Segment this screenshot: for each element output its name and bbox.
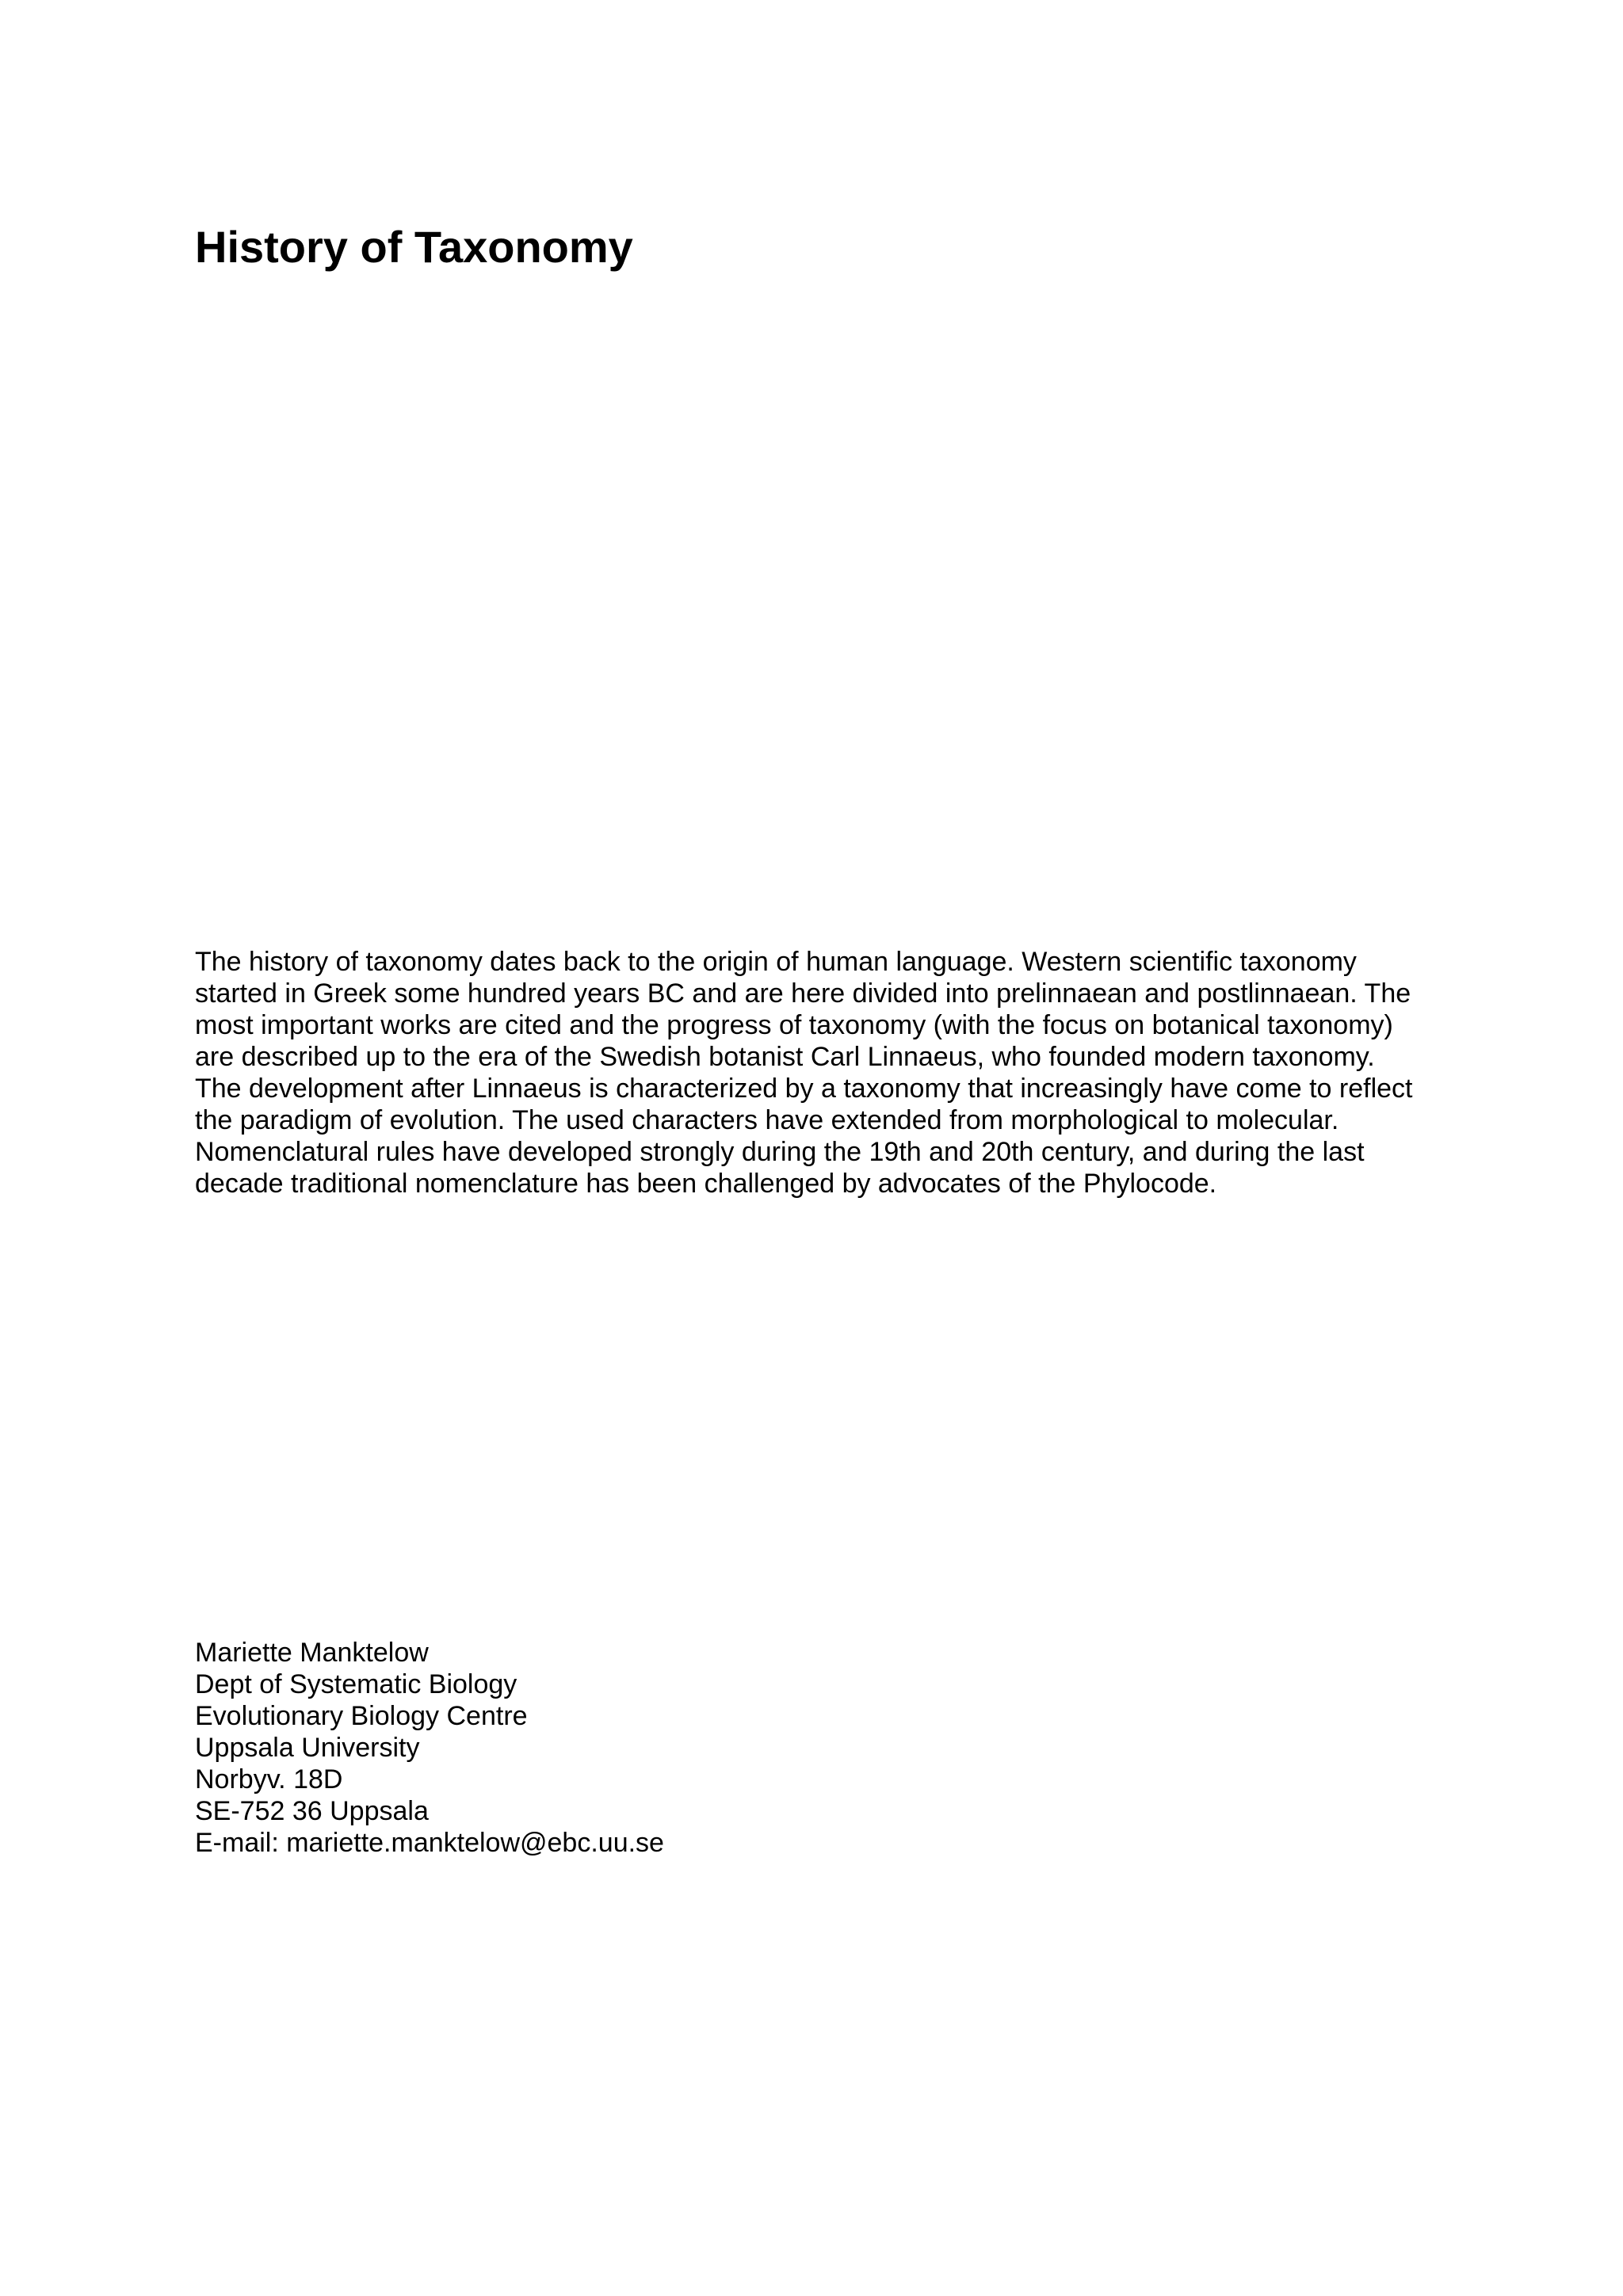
abstract-line: The development after Linnaeus is characterized by a taxonomy that increasingly have come to reflect <box>195 1074 1413 1104</box>
author-contact-block <box>195 1637 664 1859</box>
author-centre: Evolutionary Biology Centre <box>195 1701 528 1731</box>
author-name: Mariette Manktelow <box>195 1638 429 1668</box>
abstract-line: the paradigm of evolution. The used characters have extended from morphological to molecular. <box>195 1105 1339 1135</box>
author-street: Norbyv. 18D <box>195 1764 343 1794</box>
abstract-line: The history of taxonomy dates back to the origin of human language. Western scientific taxonomy <box>195 947 1357 977</box>
author-university: Uppsala University <box>195 1733 420 1763</box>
abstract-line: decade traditional nomenclature has been challenged by advocates of the Phylocode. <box>195 1169 1217 1199</box>
abstract <box>195 946 1413 1199</box>
author-email: E-mail: mariette.manktelow@ebc.uu.se <box>195 1828 664 1858</box>
abstract-line: are described up to the era of the Swedish botanist Carl Linnaeus, who founded modern taxonomy. <box>195 1042 1375 1072</box>
author-department: Dept of Systematic Biology <box>195 1669 517 1699</box>
page-title: History of Taxonomy <box>195 222 633 272</box>
abstract-line: started in Greek some hundred years BC and are here divided into prelinnaean and postlinnaean. The <box>195 978 1411 1009</box>
abstract-line: Nomenclatural rules have developed strongly during the 19th and 20th century, and during the last <box>195 1137 1365 1167</box>
author-city: SE-752 36 Uppsala <box>195 1796 429 1826</box>
abstract-line: most important works are cited and the progress of taxonomy (with the focus on botanical taxonomy) <box>195 1010 1393 1040</box>
